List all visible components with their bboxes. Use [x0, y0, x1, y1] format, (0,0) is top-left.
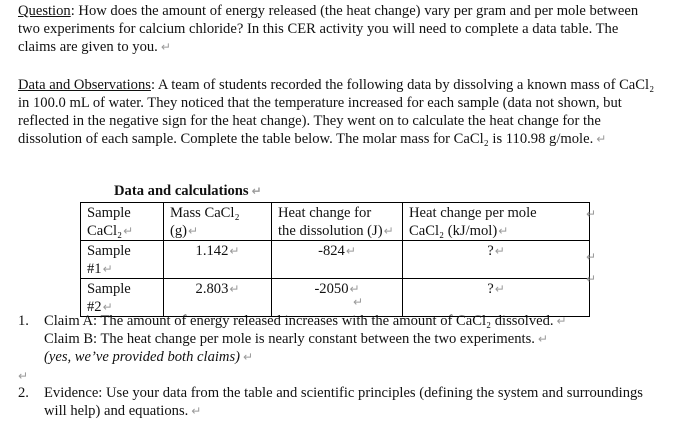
paragraph-mark-icon: ↵ [243, 350, 254, 364]
table-cell: Sample #2↵ [81, 279, 164, 317]
header-cell: Heat change per mole CaCl₂ (kJ/mol)↵ [403, 203, 590, 241]
cell-mark-icon: ↵ [383, 224, 394, 238]
cell-mark-icon: ↵ [345, 244, 356, 258]
header-cell: Heat change for the dissolution (J)↵ [272, 203, 403, 241]
question-label: Question [18, 3, 71, 19]
cell-mark-icon: ↵ [123, 224, 134, 238]
cell-mark-icon: ↵ [494, 282, 505, 296]
cell-mark-icon: ↵ [229, 282, 240, 296]
data-observations-text: : A team of students recorded the following data by dissolving a known mass of CaCl₂ in 100.0 mL of water. They noticed that the temperature increased for each sample (data not shown, but reflected in the negative sign for the heat change). They went on to calculate the heat change for the dissolution of each sample. Complete the table below. The molar mass for CaCl₂ is 110.98 g/mole. [18, 77, 655, 147]
paragraph-mark-icon: ↵ [556, 314, 567, 328]
cell-mark-icon: ↵ [498, 224, 509, 238]
table-cell: ?↵ [403, 279, 590, 317]
table-row [81, 279, 590, 317]
table-caption: Data and calculations ↵ [114, 183, 262, 199]
header-cell: Mass CaCl₂ (g)↵ [164, 203, 272, 241]
question-paragraph [18, 2, 658, 56]
question-text: : How does the amount of energy released (the heat change) vary per gram and per mole between two experiments for calcium chloride? In this CER activity you will need to complete a data table. The claims are given to you. [18, 3, 639, 55]
claim-b: Claim B: The heat change per mole is nearly constant between the two experiments. ↵ [44, 331, 548, 347]
table-header-row [81, 203, 590, 241]
table-cell: 1.142↵ [164, 241, 272, 279]
list-number: 2. [18, 385, 29, 401]
table-cell: -824↵ [272, 241, 403, 279]
claim-a: Claim A: The amount of energy released increases with the amount of CaCl₂ dissolved. ↵ [44, 313, 567, 329]
cell-mark-icon: ↵ [102, 262, 113, 276]
header-cell: Sample CaCl₂↵ [81, 203, 164, 241]
row-end-mark-icon: ↵ [586, 207, 597, 221]
evidence-text: Evidence: Use your data from the table and scientific principles (defining the system and surroundings will help) and equations. ↵ [44, 385, 643, 419]
paragraph-mark-icon: ↵ [537, 332, 548, 346]
cell-mark-icon: ↵ [349, 282, 360, 296]
table-row [81, 241, 590, 279]
data-observations-label: Data and Observations [18, 77, 151, 93]
table-cell: Sample #1↵ [81, 241, 164, 279]
row-end-mark-icon: ↵ [586, 250, 597, 264]
data-table [80, 202, 590, 317]
cell-mark-icon: ↵ [102, 300, 113, 314]
claims-note: (yes, we’ve provided both claims) ↵ [44, 349, 254, 365]
paragraph-mark-icon: ↵ [160, 40, 171, 54]
data-observations-paragraph [18, 76, 666, 148]
table-cell: ?↵ [403, 241, 590, 279]
paragraph-mark-icon: ↵ [251, 184, 262, 198]
cell-mark-icon: ↵ [229, 244, 240, 258]
empty-paragraph-mark-icon: ↵ [18, 369, 29, 383]
empty-paragraph-mark-icon: ↵ [353, 295, 364, 309]
paragraph-mark-icon: ↵ [596, 132, 607, 146]
cell-mark-icon: ↵ [494, 244, 505, 258]
table-cell: 2.803↵ [164, 279, 272, 317]
paragraph-mark-icon: ↵ [191, 404, 202, 418]
table-cell: -2050↵ [272, 279, 403, 317]
cell-mark-icon: ↵ [188, 224, 199, 238]
list-number: 1. [18, 313, 29, 329]
row-end-mark-icon: ↵ [586, 272, 597, 286]
